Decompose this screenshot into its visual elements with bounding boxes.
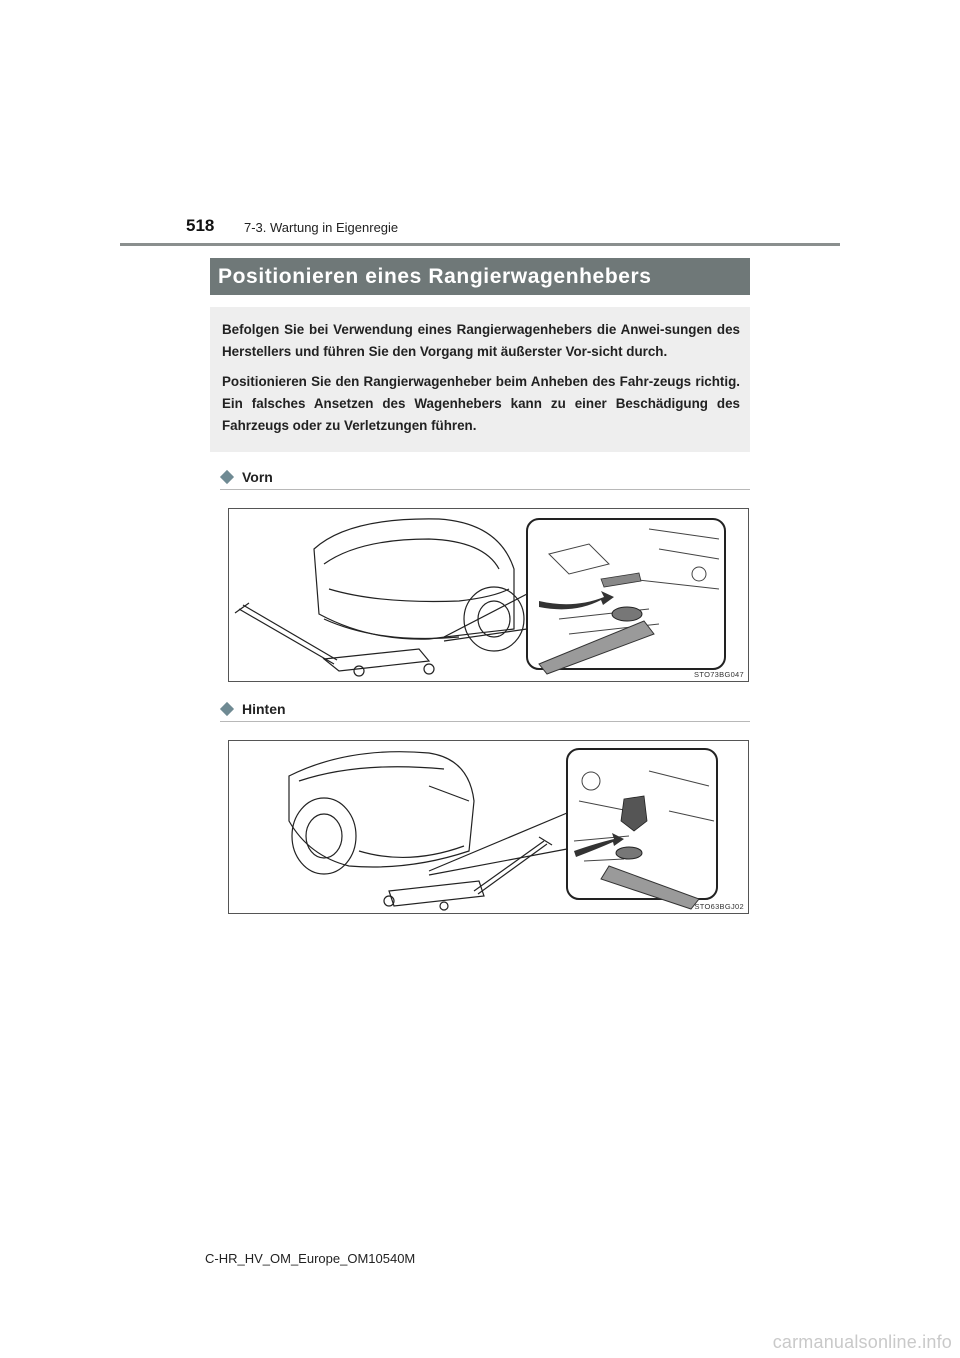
subheading-front	[220, 467, 750, 490]
subheading-rear	[220, 699, 750, 722]
page-number: 518	[186, 216, 215, 235]
subheading-rear-label: Hinten	[242, 701, 286, 717]
footer-doc-id: C-HR_HV_OM_Europe_OM10540M	[205, 1251, 416, 1266]
figure-front-code: STO73BG047	[694, 670, 744, 679]
diamond-icon	[220, 470, 234, 484]
watermark: carmanualsonline.info	[772, 1332, 952, 1352]
figure-front	[228, 508, 749, 682]
info-box	[210, 307, 750, 452]
subheading-front-label: Vorn	[242, 469, 273, 485]
info-paragraph-1: Befolgen Sie bei Verwendung eines Rangierwagenhebers die Anwei-sungen des Herstellers und führen Sie den Vorgang mit äußerster Vor-sicht durch.	[222, 322, 740, 359]
info-paragraph-2: Positionieren Sie den Rangierwagenheber beim Anheben des Fahr-zeugs richtig. Ein falsches Ansetzen des Wagenhebers kann zu einer Beschädigung des Fahrzeugs oder zu Verletzungen führen.	[222, 374, 740, 433]
figure-rear	[228, 740, 749, 914]
figure-rear-code: STO63BGJ02	[694, 902, 744, 911]
section-title: 7-3. Wartung in Eigenregie	[244, 220, 399, 235]
rear-jack-illustration	[229, 741, 748, 913]
front-jack-illustration	[229, 509, 748, 681]
page-heading: Positionieren eines Rangierwagenhebers	[218, 265, 652, 288]
diamond-icon	[220, 702, 234, 716]
header-rule	[120, 243, 840, 246]
heading-band	[210, 258, 750, 295]
